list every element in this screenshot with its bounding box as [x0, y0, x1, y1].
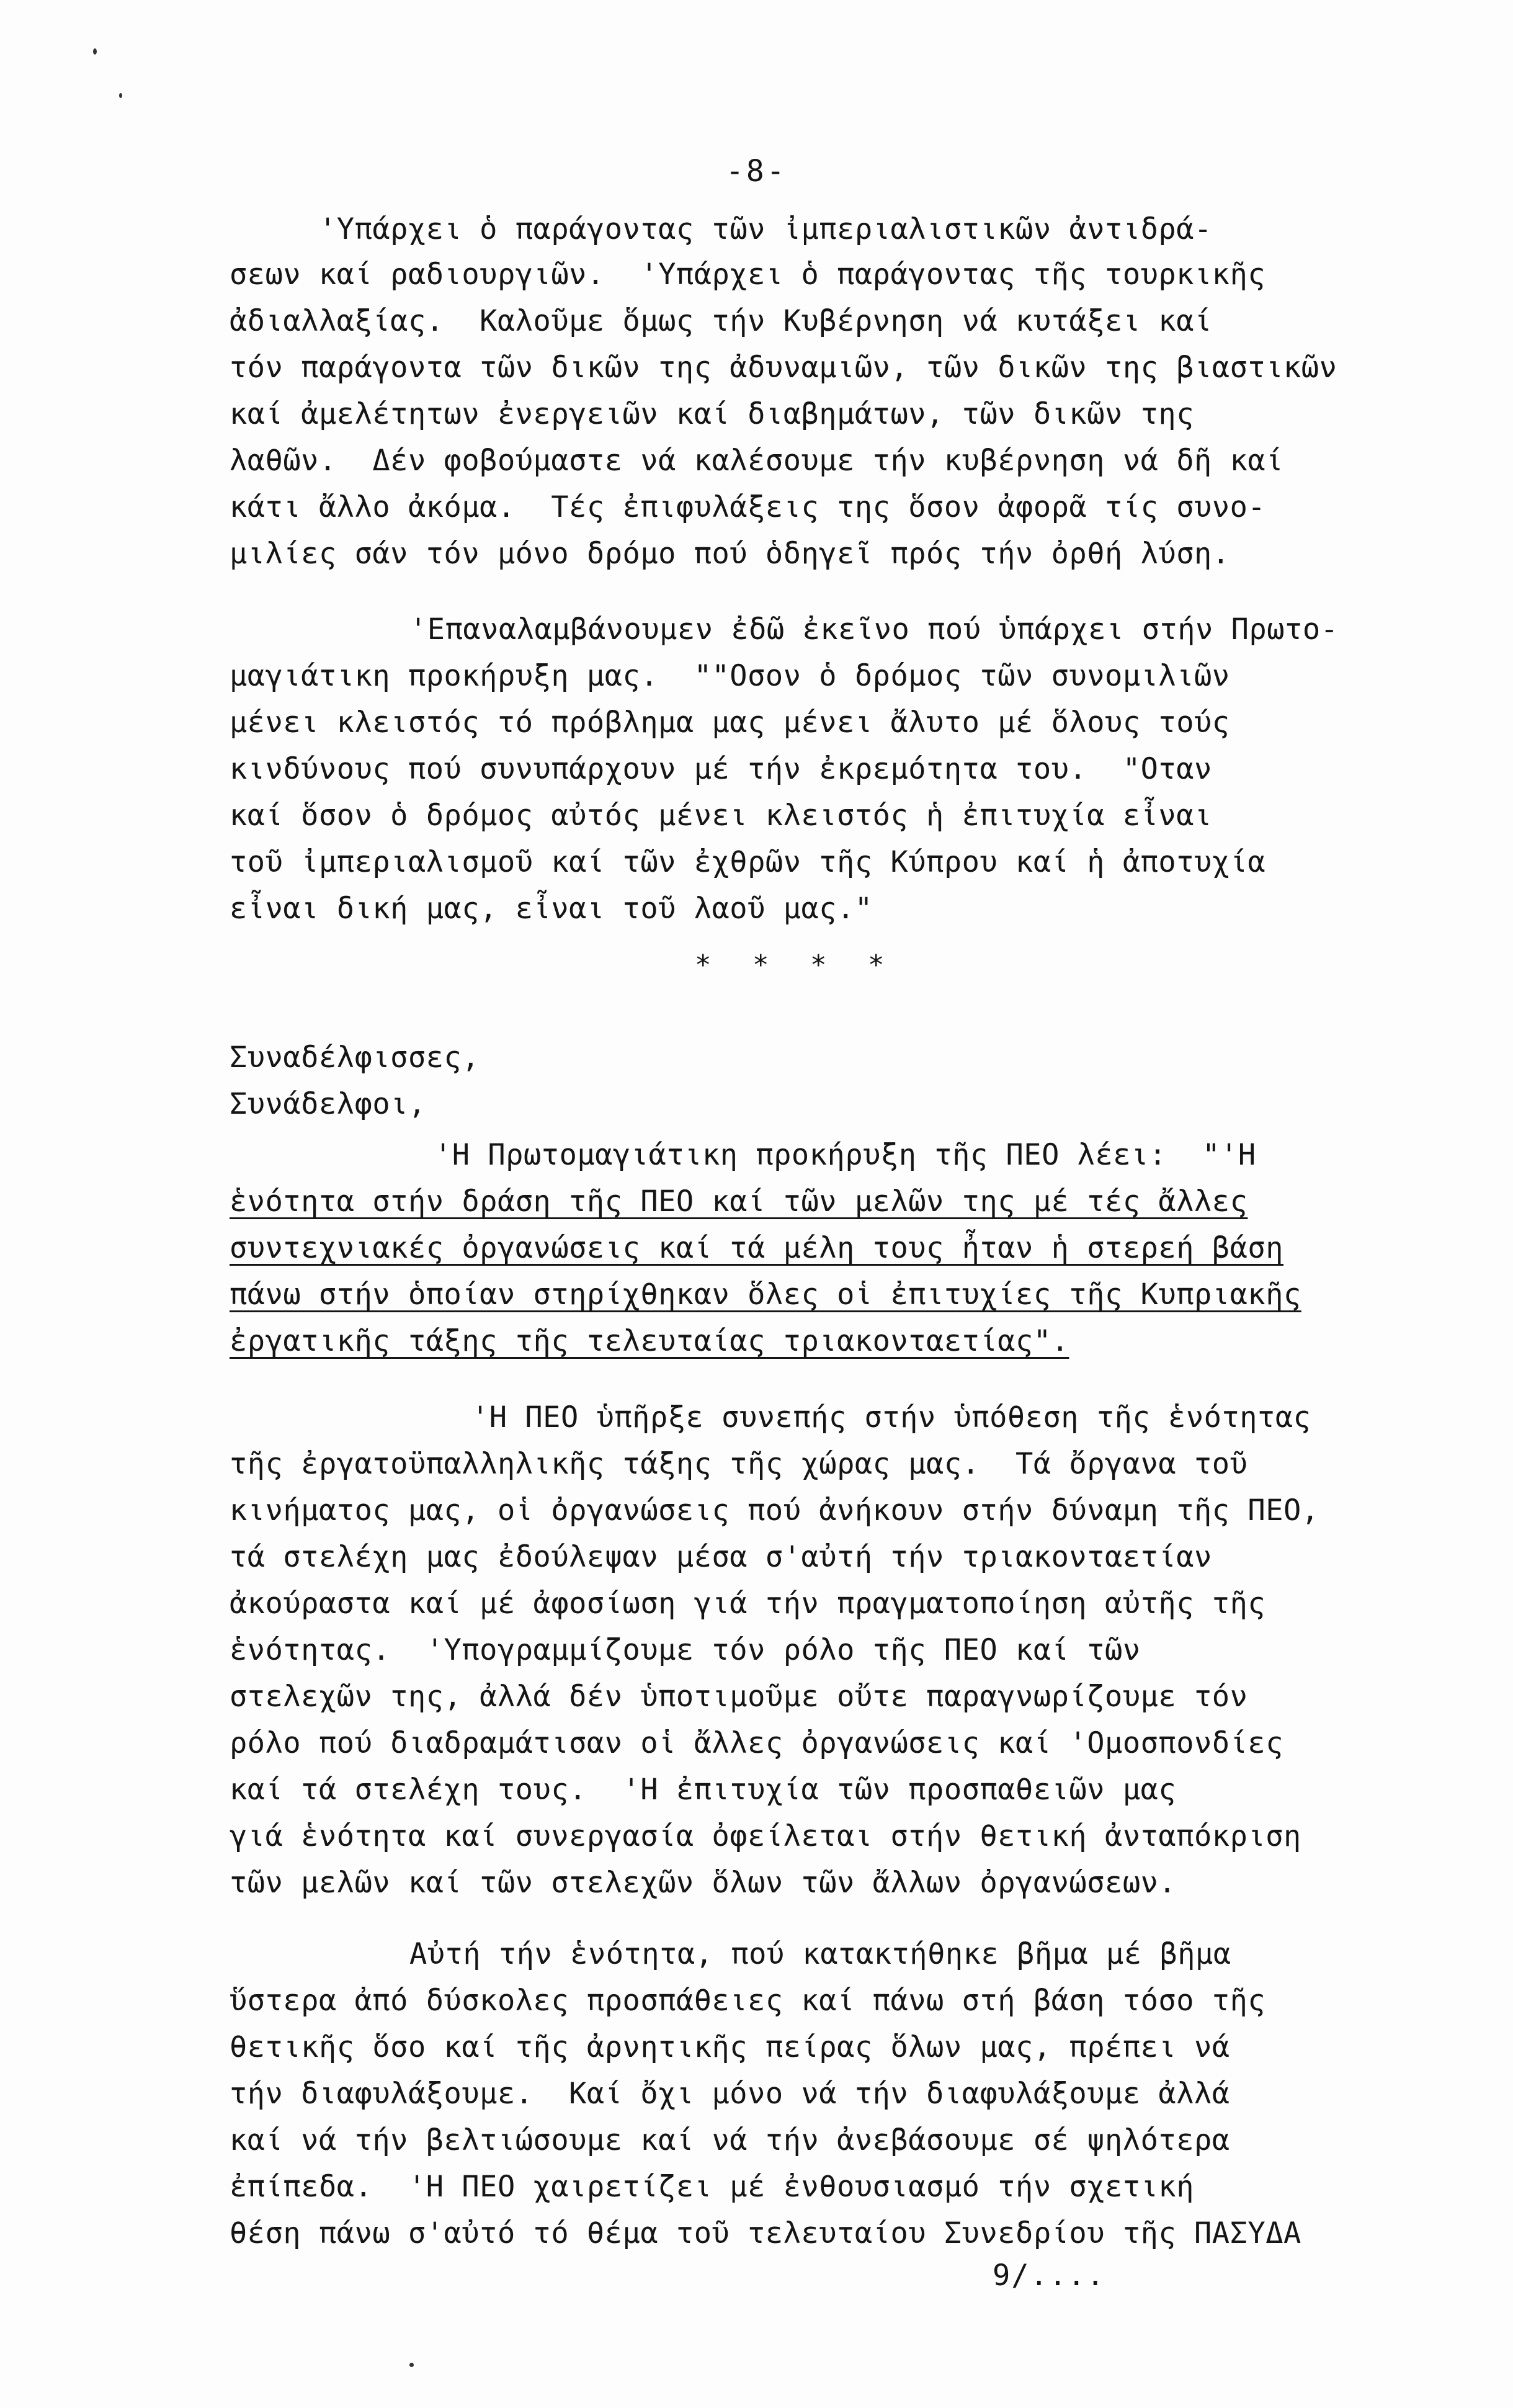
- text-line: κινήματος μας, οἱ ὀργανώσεις πού ἀνήκουν στήν δύναμη τῆς ΠΕΟ,: [230, 1493, 1319, 1528]
- text-line: τῶν μελῶν καί τῶν στελεχῶν ὅλων τῶν ἄλλων ὀργανώσεων.: [230, 1866, 1177, 1900]
- underlined-line: πάνω στήν ὁποίαν στηρίχθηκαν ὅλες οἱ ἐπιτυχίες τῆς Κυπριακῆς: [230, 1278, 1301, 1312]
- text-line: 'Υπάρχει ὁ παράγοντας τῶν ἰμπεριαλιστικῶν ἀντιδρά-: [319, 212, 1212, 246]
- text-line: ἀκούραστα καί μέ ἀφοσίωση γιά τήν πραγματοποίηση αὐτῆς τῆς: [230, 1587, 1266, 1621]
- text-line: κάτι ἄλλο ἀκόμα. Τές ἐπιφυλάξεις της ὅσον ἀφορᾶ τίς συνο-: [230, 490, 1266, 524]
- text-line: γιά ἑνότητα καί συνεργασία ὀφείλεται στήν θετική ἀνταπόκριση: [230, 1819, 1301, 1853]
- text-line: μένει κλειστός τό πρόβλημα μας μένει ἄλυτο μέ ὅλους τούς: [230, 705, 1230, 740]
- underlined-line: συντεχνιακές ὀργανώσεις καί τά μέλη τους ἦταν ἡ στερεή βάση: [230, 1231, 1283, 1265]
- text-line: ἑνότητας. 'Υπογραμμίζουμε τόν ρόλο τῆς ΠΕΟ καί τῶν: [230, 1633, 1141, 1667]
- text-line: ρόλο πού διαδραμάτισαν οἱ ἄλλες ὀργανώσεις καί 'Ομοσπονδίες: [230, 1726, 1283, 1760]
- text-line: 'Η Πρωτομαγιάτικη προκήρυξη τῆς ΠΕΟ λέει: "'Η: [434, 1138, 1256, 1172]
- page-continuation-marker: 9/....: [993, 2258, 1105, 2293]
- text-line: τήν διαφυλάξουμε. Καί ὄχι μόνο νά τήν διαφυλάξουμε ἀλλά: [230, 2077, 1230, 2111]
- text-line: ἀδιαλλαξίας. Καλοῦμε ὅμως τήν Κυβέρνηση νά κυτάξει καί: [230, 304, 1212, 338]
- text-line: 'Επαναλαμβάνουμεν ἐδῶ ἐκεῖνο πού ὑπάρχει στήν Πρωτο-: [409, 612, 1339, 647]
- page-number: -8-: [726, 154, 787, 189]
- text-line: Αὐτή τήν ἑνότητα, πού κατακτήθηκε βῆμα μέ βῆμα: [409, 1937, 1231, 1971]
- scan-speck: [93, 48, 97, 55]
- text-line: τόν παράγοντα τῶν δικῶν της ἀδυναμιῶν, τῶν δικῶν της βιαστικῶν: [230, 351, 1337, 385]
- scan-speck: [409, 2363, 414, 2367]
- text-line: στελεχῶν της, ἀλλά δέν ὑποτιμοῦμε οὔτε παραγνωρίζουμε τόν: [230, 1680, 1248, 1714]
- text-line: μαγιάτικη προκήρυξη μας. ""Οσον ὁ δρόμος τῶν συνομιλιῶν: [230, 659, 1230, 693]
- scan-speck: [119, 93, 122, 98]
- underlined-line: ἐργατικῆς τάξης τῆς τελευταίας τριακονταετίας".: [230, 1324, 1069, 1358]
- text-line: τά στελέχη μας ἐδούλεψαν μέσα σ'αὐτή τήν τριακονταετίαν: [230, 1540, 1212, 1574]
- underlined-line: ἑνότητα στήν δράση τῆς ΠΕΟ καί τῶν μελῶν της μέ τές ἄλλες: [230, 1184, 1248, 1219]
- text-line: σεων καί ραδιουργιῶν. 'Υπάρχει ὁ παράγοντας τῆς τουρκικῆς: [230, 257, 1266, 292]
- salutation-line: Συνάδελφοι,: [230, 1087, 426, 1121]
- text-line: καί τά στελέχη τους. 'Η ἐπιτυχία τῶν προσπαθειῶν μας: [230, 1773, 1177, 1807]
- text-line: κινδύνους πού συνυπάρχουν μέ τήν ἐκρεμότητα του. "Οταν: [230, 752, 1212, 786]
- salutation-line: Συναδέλφισσες,: [230, 1041, 480, 1075]
- text-line: λαθῶν. Δέν φοβούμαστε νά καλέσουμε τήν κυβέρνηση νά δῆ καί: [230, 444, 1283, 478]
- text-line: καί νά τήν βελτιώσουμε καί νά τήν ἀνεβάσουμε σέ ψηλότερα: [230, 2123, 1230, 2157]
- text-line: ὕστερα ἀπό δύσκολες προσπάθειες καί πάνω στή βάση τόσο τῆς: [230, 1984, 1266, 2018]
- text-line: θετικῆς ὅσο καί τῆς ἀρνητικῆς πείρας ὅλων μας, πρέπει νά: [230, 2030, 1230, 2064]
- text-line: εἶναι δική μας, εἶναι τοῦ λαοῦ μας.": [230, 892, 873, 926]
- text-line: τοῦ ἰμπεριαλισμοῦ καί τῶν ἐχθρῶν τῆς Κύπρου καί ἡ ἀποτυχία: [230, 845, 1266, 879]
- text-line: θέση πάνω σ'αὐτό τό θέμα τοῦ τελευταίου Συνεδρίου τῆς ΠΑΣΥΔΑ: [230, 2216, 1301, 2250]
- text-line: 'Η ΠΕΟ ὑπῆρξε συνεπής στήν ὑπόθεση τῆς ἑνότητας: [471, 1400, 1311, 1435]
- text-line: καί ἀμελέτητων ἐνεργειῶν καί διαβημάτων, τῶν δικῶν της: [230, 397, 1195, 431]
- text-line: τῆς ἐργατοϋπαλληλικῆς τάξης τῆς χώρας μας. Τά ὄργανα τοῦ: [230, 1447, 1248, 1481]
- text-line: καί ὅσον ὁ δρόμος αὐτός μένει κλειστός ἡ ἐπιτυχία εἶναι: [230, 799, 1212, 833]
- text-line: μιλίες σάν τόν μόνο δρόμο πού ὁδηγεῖ πρός τήν ὀρθή λύση.: [230, 537, 1230, 571]
- text-line: ἐπίπεδα. 'Η ΠΕΟ χαιρετίζει μέ ἐνθουσιασμό τήν σχετική: [230, 2170, 1195, 2204]
- section-separator: * * * *: [695, 949, 897, 981]
